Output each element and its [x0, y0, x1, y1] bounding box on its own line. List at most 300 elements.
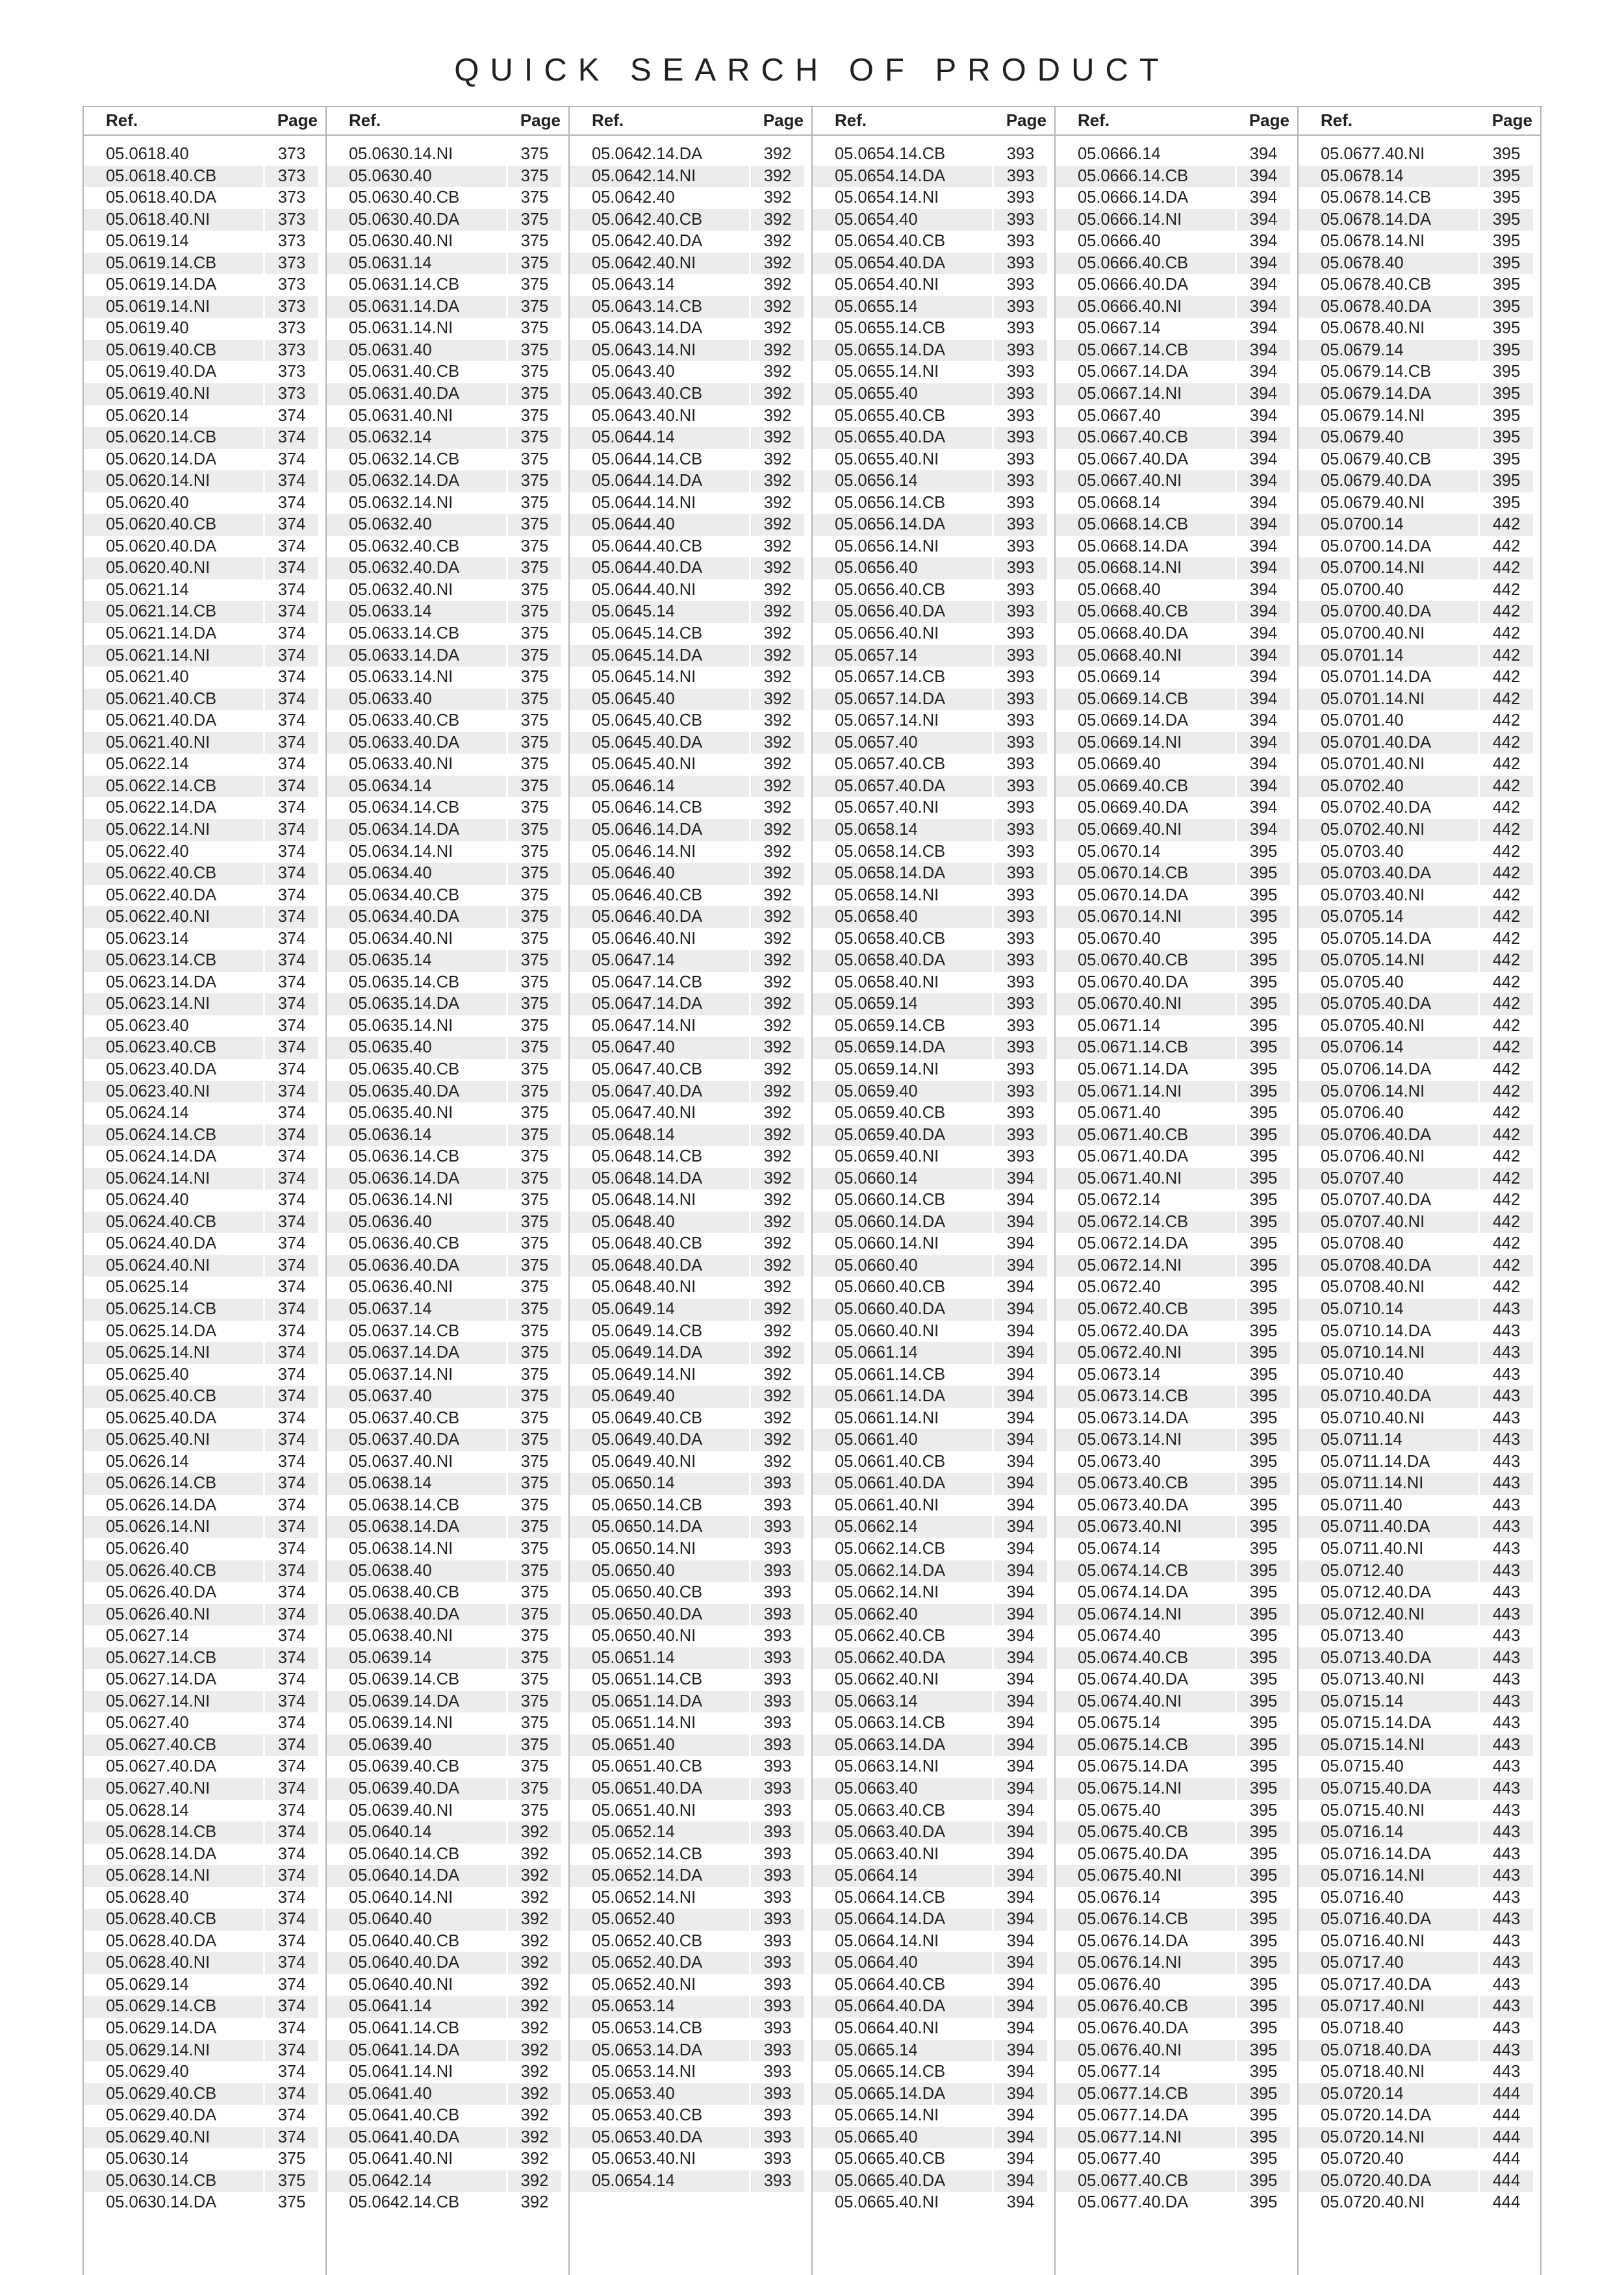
- product-ref: 05.0701.40: [1321, 711, 1404, 730]
- table-row: [327, 2170, 568, 2192]
- table-row: [1056, 863, 1297, 885]
- table-row: [570, 754, 811, 776]
- table-row: [570, 1560, 811, 1582]
- product-ref: 05.0716.14.NI: [1321, 1866, 1425, 1885]
- product-ref: 05.0632.40: [349, 515, 432, 534]
- product-ref: 05.0675.40.DA: [1078, 1844, 1189, 1863]
- product-ref: 05.0644.40.NI: [592, 580, 696, 599]
- product-ref: 05.0654.40.NI: [835, 275, 939, 294]
- table-row: [1299, 2083, 1540, 2105]
- page-number: 375: [520, 995, 549, 1013]
- page-number: 392: [763, 885, 792, 904]
- product-ref: 05.0635.40.CB: [349, 1060, 460, 1078]
- table-row: [327, 318, 568, 340]
- product-ref: 05.0708.40.DA: [1321, 1256, 1432, 1275]
- page-number: 373: [277, 166, 306, 185]
- page-number: 374: [277, 864, 306, 883]
- table-row: [570, 1102, 811, 1125]
- page-number: 394: [1249, 798, 1278, 817]
- product-ref: 05.0649.40: [592, 1387, 675, 1406]
- page-number: 393: [1006, 1125, 1035, 1144]
- page-number: 375: [520, 842, 549, 861]
- table-row: [813, 1168, 1054, 1190]
- product-ref: 05.0666.14.NI: [1078, 210, 1182, 229]
- page-number: 395: [1249, 1692, 1278, 1710]
- table-row: [1056, 1146, 1297, 1168]
- product-ref: 05.0655.14.DA: [835, 340, 946, 359]
- page-number: 393: [763, 1474, 792, 1493]
- product-ref: 05.0667.40: [1078, 406, 1161, 425]
- table-row: [813, 1495, 1054, 1517]
- table-row: [813, 885, 1054, 907]
- product-ref: 05.0701.14.NI: [1321, 689, 1425, 708]
- product-ref: 05.0715.40: [1321, 1757, 1404, 1776]
- product-ref: 05.0649.40.CB: [592, 1408, 703, 1427]
- table-row: [84, 1691, 325, 1713]
- page-number: 392: [763, 1082, 792, 1100]
- table-row: [84, 405, 325, 427]
- page-number: 395: [1249, 1060, 1278, 1078]
- product-ref: 05.0670.14: [1078, 842, 1161, 861]
- table-row: [327, 993, 568, 1015]
- page-number: 375: [520, 1540, 549, 1558]
- index-column-1: [84, 107, 327, 2275]
- page-number: 395: [1249, 1169, 1278, 1188]
- product-ref: 05.0662.40.CB: [835, 1627, 946, 1646]
- page-number: 393: [1006, 580, 1035, 599]
- table-row: [327, 1800, 568, 1822]
- page-header: Page: [1249, 110, 1289, 130]
- page-number: 443: [1492, 1888, 1521, 1907]
- page-number: 395: [1249, 1038, 1278, 1057]
- product-ref: 05.0621.14: [106, 580, 189, 599]
- page-number: 395: [1492, 166, 1521, 185]
- page-header: Page: [763, 110, 804, 130]
- product-ref: 05.0716.40.DA: [1321, 1910, 1432, 1929]
- product-ref: 05.0635.40: [349, 1038, 432, 1057]
- product-ref: 05.0710.14: [1321, 1299, 1404, 1318]
- page-number: 395: [1249, 1191, 1278, 1210]
- table-row: [1056, 950, 1297, 972]
- table-row: [84, 1277, 325, 1299]
- page-number: 374: [277, 1627, 306, 1646]
- page-number: 374: [277, 1518, 306, 1536]
- table-row: [327, 1233, 568, 1255]
- table-row: [327, 906, 568, 928]
- table-row: [84, 863, 325, 885]
- table-row: [1056, 274, 1297, 296]
- table-row: [1299, 1844, 1540, 1866]
- page-number: 395: [1492, 319, 1521, 338]
- page-number: 394: [1249, 493, 1278, 512]
- table-row: [327, 1822, 568, 1844]
- product-ref: 05.0708.40: [1321, 1234, 1404, 1253]
- product-ref: 05.0651.14: [592, 1648, 675, 1667]
- table-row: [1056, 1081, 1297, 1103]
- table-row: [570, 557, 811, 579]
- page-number: 375: [520, 711, 549, 730]
- product-ref: 05.0636.14.CB: [349, 1147, 460, 1166]
- table-row: [813, 1255, 1054, 1277]
- product-ref: 05.0676.40.NI: [1078, 2040, 1182, 2059]
- table-row: [84, 732, 325, 754]
- product-ref: 05.0701.40.DA: [1321, 733, 1432, 752]
- table-row: [570, 1669, 811, 1691]
- product-ref: 05.0655.14.NI: [835, 362, 939, 381]
- product-ref: 05.0656.14.CB: [835, 493, 946, 512]
- table-row: [813, 689, 1054, 711]
- page-number: 392: [763, 515, 792, 534]
- page-number: 443: [1492, 1583, 1521, 1602]
- page-number: 375: [520, 406, 549, 425]
- page-number: 394: [1249, 668, 1278, 687]
- page-number: 392: [763, 1016, 792, 1035]
- product-ref: 05.0624.40.CB: [106, 1212, 217, 1231]
- table-row: [327, 405, 568, 427]
- table-row: [327, 732, 568, 754]
- table-row: [84, 928, 325, 950]
- table-row: [1299, 318, 1540, 340]
- product-ref: 05.0648.14.DA: [592, 1169, 703, 1188]
- page-number: 394: [1006, 1692, 1035, 1710]
- table-row: [1299, 1451, 1540, 1473]
- product-ref: 05.0651.40.NI: [592, 1801, 696, 1820]
- page-number: 375: [520, 428, 549, 447]
- table-row: [1056, 557, 1297, 579]
- table-row: [1056, 1364, 1297, 1386]
- product-ref: 05.0640.14: [349, 1823, 432, 1842]
- page-number: 442: [1492, 646, 1521, 665]
- table-row: [84, 1582, 325, 1604]
- table-row: [813, 144, 1054, 166]
- table-row: [1299, 1735, 1540, 1757]
- table-row: [813, 863, 1054, 885]
- page-number: 395: [1249, 1844, 1278, 1863]
- page-number: 443: [1492, 1408, 1521, 1427]
- page-number: 392: [520, 1866, 549, 1885]
- table-row: [570, 1516, 811, 1538]
- page-number: 394: [1006, 2106, 1035, 2125]
- table-row: [570, 1909, 811, 1931]
- table-row: [1056, 1516, 1297, 1538]
- product-ref: 05.0648.40.CB: [592, 1234, 703, 1253]
- table-row: [1299, 972, 1540, 994]
- product-ref: 05.0716.40.NI: [1321, 1931, 1425, 1950]
- table-row: [327, 1037, 568, 1059]
- page-number: 393: [763, 1714, 792, 1733]
- product-ref: 05.0665.14.NI: [835, 2106, 939, 2125]
- product-ref: 05.0666.14: [1078, 145, 1161, 163]
- page-header: Page: [520, 110, 561, 130]
- product-ref: 05.0656.40.DA: [835, 602, 946, 621]
- page-number: 373: [277, 232, 306, 251]
- page-number: 393: [763, 1495, 792, 1514]
- product-ref: 05.0623.14: [106, 929, 189, 948]
- product-ref: 05.0646.40.DA: [592, 908, 703, 926]
- table-row: [327, 449, 568, 471]
- product-ref: 05.0650.40.DA: [592, 1605, 703, 1623]
- page-number: 374: [277, 1779, 306, 1798]
- page-number: 395: [1492, 232, 1521, 251]
- page-number: 393: [1006, 624, 1035, 643]
- product-ref: 05.0652.40.NI: [592, 1975, 696, 1994]
- table-row: [570, 732, 811, 754]
- table-row: [327, 667, 568, 689]
- page-number: 374: [277, 1191, 306, 1210]
- table-row: [327, 1582, 568, 1604]
- page-number: 375: [277, 2150, 306, 2168]
- product-ref: 05.0655.14.CB: [835, 319, 946, 338]
- table-row: [1056, 1408, 1297, 1430]
- page-number: 393: [763, 2150, 792, 2168]
- page-number: 374: [277, 2084, 306, 2103]
- product-ref: 05.0720.14.DA: [1321, 2106, 1432, 2125]
- table-row: [84, 557, 325, 579]
- table-row: [813, 2127, 1054, 2149]
- table-row: [327, 2105, 568, 2127]
- page-number: 444: [1492, 2128, 1521, 2146]
- product-ref: 05.0670.40.CB: [1078, 951, 1189, 970]
- table-row: [1299, 405, 1540, 427]
- product-ref: 05.0678.40.CB: [1321, 275, 1432, 294]
- page-number: 394: [1249, 689, 1278, 708]
- product-ref: 05.0645.14.NI: [592, 668, 696, 687]
- page-number: 392: [520, 1844, 549, 1863]
- product-ref: 05.0635.14: [349, 951, 432, 970]
- table-row: [84, 361, 325, 383]
- page-number: 375: [520, 624, 549, 643]
- page-number: 393: [1006, 319, 1035, 338]
- product-ref: 05.0623.40: [106, 1016, 189, 1035]
- table-row: [813, 972, 1054, 994]
- page-number: 395: [1492, 145, 1521, 163]
- table-row: [327, 274, 568, 296]
- table-row: [813, 1604, 1054, 1626]
- product-ref: 05.0710.40.DA: [1321, 1387, 1432, 1406]
- page-number: 393: [1006, 1060, 1035, 1078]
- table-row: [1299, 2061, 1540, 2083]
- table-row: [1299, 253, 1540, 275]
- product-ref: 05.0658.40: [835, 908, 918, 926]
- page-number: 395: [1249, 1125, 1278, 1144]
- product-ref: 05.0668.14.NI: [1078, 559, 1182, 578]
- table-row: [813, 1081, 1054, 1103]
- page-number: 393: [1006, 559, 1035, 578]
- product-ref: 05.0659.40.NI: [835, 1147, 939, 1166]
- product-ref: 05.0641.40.CB: [349, 2106, 460, 2125]
- product-ref: 05.0642.40: [592, 188, 675, 207]
- table-row: [570, 645, 811, 667]
- product-ref: 05.0635.14.DA: [349, 995, 460, 1013]
- page-number: 375: [520, 472, 549, 490]
- page-number: 442: [1492, 1169, 1521, 1188]
- column-header: [84, 107, 325, 136]
- page-number: 443: [1492, 1343, 1521, 1362]
- product-ref: 05.0665.14: [835, 2040, 918, 2059]
- table-row: [813, 906, 1054, 928]
- product-ref: 05.0663.40.NI: [835, 1844, 939, 1863]
- page-number: 392: [763, 995, 792, 1013]
- product-ref: 05.0639.40: [349, 1735, 432, 1754]
- page-number: 392: [520, 2150, 549, 2168]
- product-ref: 05.0647.40.NI: [592, 1104, 696, 1123]
- table-row: [570, 841, 811, 863]
- table-row: [1299, 623, 1540, 645]
- table-row: [813, 492, 1054, 515]
- product-ref: 05.0633.40: [349, 689, 432, 708]
- table-row: [813, 2061, 1054, 2083]
- table-row: [84, 1364, 325, 1386]
- ref-header: Ref.: [592, 110, 624, 130]
- table-row: [84, 1081, 325, 1103]
- product-ref: 05.0642.40.DA: [592, 232, 703, 251]
- product-ref: 05.0679.40.NI: [1321, 493, 1425, 512]
- product-ref: 05.0632.14.NI: [349, 493, 453, 512]
- table-row: [1299, 885, 1540, 907]
- table-row: [1056, 1712, 1297, 1735]
- product-ref: 05.0669.14.NI: [1078, 733, 1182, 752]
- table-row: [813, 1277, 1054, 1299]
- page-number: 374: [277, 1648, 306, 1667]
- table-row: [570, 1342, 811, 1364]
- product-ref: 05.0707.40: [1321, 1169, 1404, 1188]
- page-number: 395: [1249, 1627, 1278, 1646]
- page-number: 395: [1492, 253, 1521, 272]
- page-number: 375: [520, 188, 549, 207]
- page-number: 393: [1006, 1104, 1035, 1123]
- table-row: [570, 1712, 811, 1735]
- table-row: [327, 1691, 568, 1713]
- table-row: [1299, 1125, 1540, 1147]
- page-number: 394: [1249, 820, 1278, 839]
- page-number: 375: [520, 1692, 549, 1710]
- table-row: [327, 1996, 568, 2018]
- page-number: 442: [1492, 929, 1521, 948]
- table-row: [84, 776, 325, 798]
- page-number: 395: [1249, 1495, 1278, 1514]
- product-ref: 05.0626.40.NI: [106, 1605, 210, 1623]
- page-number: 374: [277, 1365, 306, 1384]
- table-row: [1056, 1647, 1297, 1670]
- table-row: [570, 470, 811, 492]
- product-ref: 05.0636.40.DA: [349, 1256, 460, 1275]
- table-row: [1056, 1233, 1297, 1255]
- page-number: 392: [763, 1365, 792, 1384]
- product-ref: 05.0656.14: [835, 472, 918, 490]
- table-row: [813, 2148, 1054, 2170]
- table-row: [570, 318, 811, 340]
- product-ref: 05.0641.40: [349, 2084, 432, 2103]
- page-number: 375: [520, 210, 549, 229]
- page-number: 443: [1492, 1714, 1521, 1733]
- table-row: [570, 1691, 811, 1713]
- page-number: 375: [520, 1147, 549, 1166]
- product-ref: 05.0679.40.CB: [1321, 450, 1432, 468]
- table-row: [1299, 732, 1540, 754]
- product-ref: 05.0637.40.DA: [349, 1430, 460, 1449]
- product-ref: 05.0623.40.DA: [106, 1060, 217, 1078]
- table-row: [1299, 1865, 1540, 1887]
- table-row: [1299, 2170, 1540, 2192]
- page-number: 392: [520, 2063, 549, 2081]
- table-row: [570, 1887, 811, 1909]
- page-number: 392: [763, 1256, 792, 1275]
- table-row: [1299, 754, 1540, 776]
- product-ref: 05.0646.14: [592, 776, 675, 795]
- table-row: [84, 187, 325, 209]
- product-ref: 05.0632.40.CB: [349, 537, 460, 555]
- product-ref: 05.0676.14.CB: [1078, 1910, 1189, 1929]
- page-number: 394: [1006, 1495, 1035, 1514]
- product-ref: 05.0667.14: [1078, 319, 1161, 338]
- page-number: 442: [1492, 537, 1521, 555]
- page-number: 394: [1006, 2193, 1035, 2212]
- table-row: [1299, 1146, 1540, 1168]
- page-number: 374: [277, 1931, 306, 1950]
- table-row: [813, 1299, 1054, 1321]
- product-ref: 05.0651.40.CB: [592, 1757, 703, 1776]
- product-ref: 05.0672.40.NI: [1078, 1343, 1182, 1362]
- product-ref: 05.0661.40.CB: [835, 1452, 946, 1471]
- product-ref: 05.0702.40: [1321, 776, 1404, 795]
- product-ref: 05.0618.40.NI: [106, 210, 210, 229]
- table-row: [813, 993, 1054, 1015]
- page-number: 375: [520, 1082, 549, 1100]
- product-ref: 05.0626.40: [106, 1540, 189, 1558]
- product-ref: 05.0623.40.NI: [106, 1082, 210, 1100]
- page-number: 442: [1492, 1060, 1521, 1078]
- product-ref: 05.0660.40.DA: [835, 1299, 946, 1318]
- rows-container: [1056, 144, 1297, 2214]
- table-row: [1056, 2105, 1297, 2127]
- table-row: [1056, 231, 1297, 253]
- page-number: 374: [277, 1561, 306, 1580]
- page-number: 443: [1492, 1670, 1521, 1689]
- product-ref: 05.0653.40: [592, 2084, 675, 2103]
- product-ref: 05.0655.14: [835, 297, 918, 316]
- table-row: [813, 470, 1054, 492]
- product-ref: 05.0659.14.NI: [835, 1060, 939, 1078]
- page-number: 392: [763, 1387, 792, 1406]
- product-ref: 05.0708.40.NI: [1321, 1278, 1425, 1297]
- page-number: 395: [1249, 1953, 1278, 1972]
- table-row: [1056, 1125, 1297, 1147]
- page-number: 392: [763, 951, 792, 970]
- page-number: 374: [277, 1888, 306, 1907]
- table-row: [1056, 601, 1297, 623]
- product-ref: 05.0620.40.DA: [106, 537, 217, 555]
- table-row: [84, 1560, 325, 1582]
- product-ref: 05.0625.40.NI: [106, 1430, 210, 1449]
- page-number: 375: [520, 1714, 549, 1733]
- product-ref: 05.0666.14.CB: [1078, 166, 1189, 185]
- page-number: 395: [1249, 1757, 1278, 1776]
- product-ref: 05.0651.40.DA: [592, 1779, 703, 1798]
- table-row: [1299, 1015, 1540, 1037]
- table-row: [327, 1887, 568, 1909]
- table-row: [1299, 1887, 1540, 1909]
- product-ref: 05.0668.40.CB: [1078, 602, 1189, 621]
- page-number: 442: [1492, 864, 1521, 883]
- table-row: [813, 449, 1054, 471]
- page-number: 392: [763, 1278, 792, 1297]
- table-row: [84, 449, 325, 471]
- page-number: 373: [277, 297, 306, 316]
- page-number: 394: [1249, 145, 1278, 163]
- product-ref: 05.0657.40.DA: [835, 776, 946, 795]
- page-number: 394: [1249, 253, 1278, 272]
- table-row: [813, 1342, 1054, 1364]
